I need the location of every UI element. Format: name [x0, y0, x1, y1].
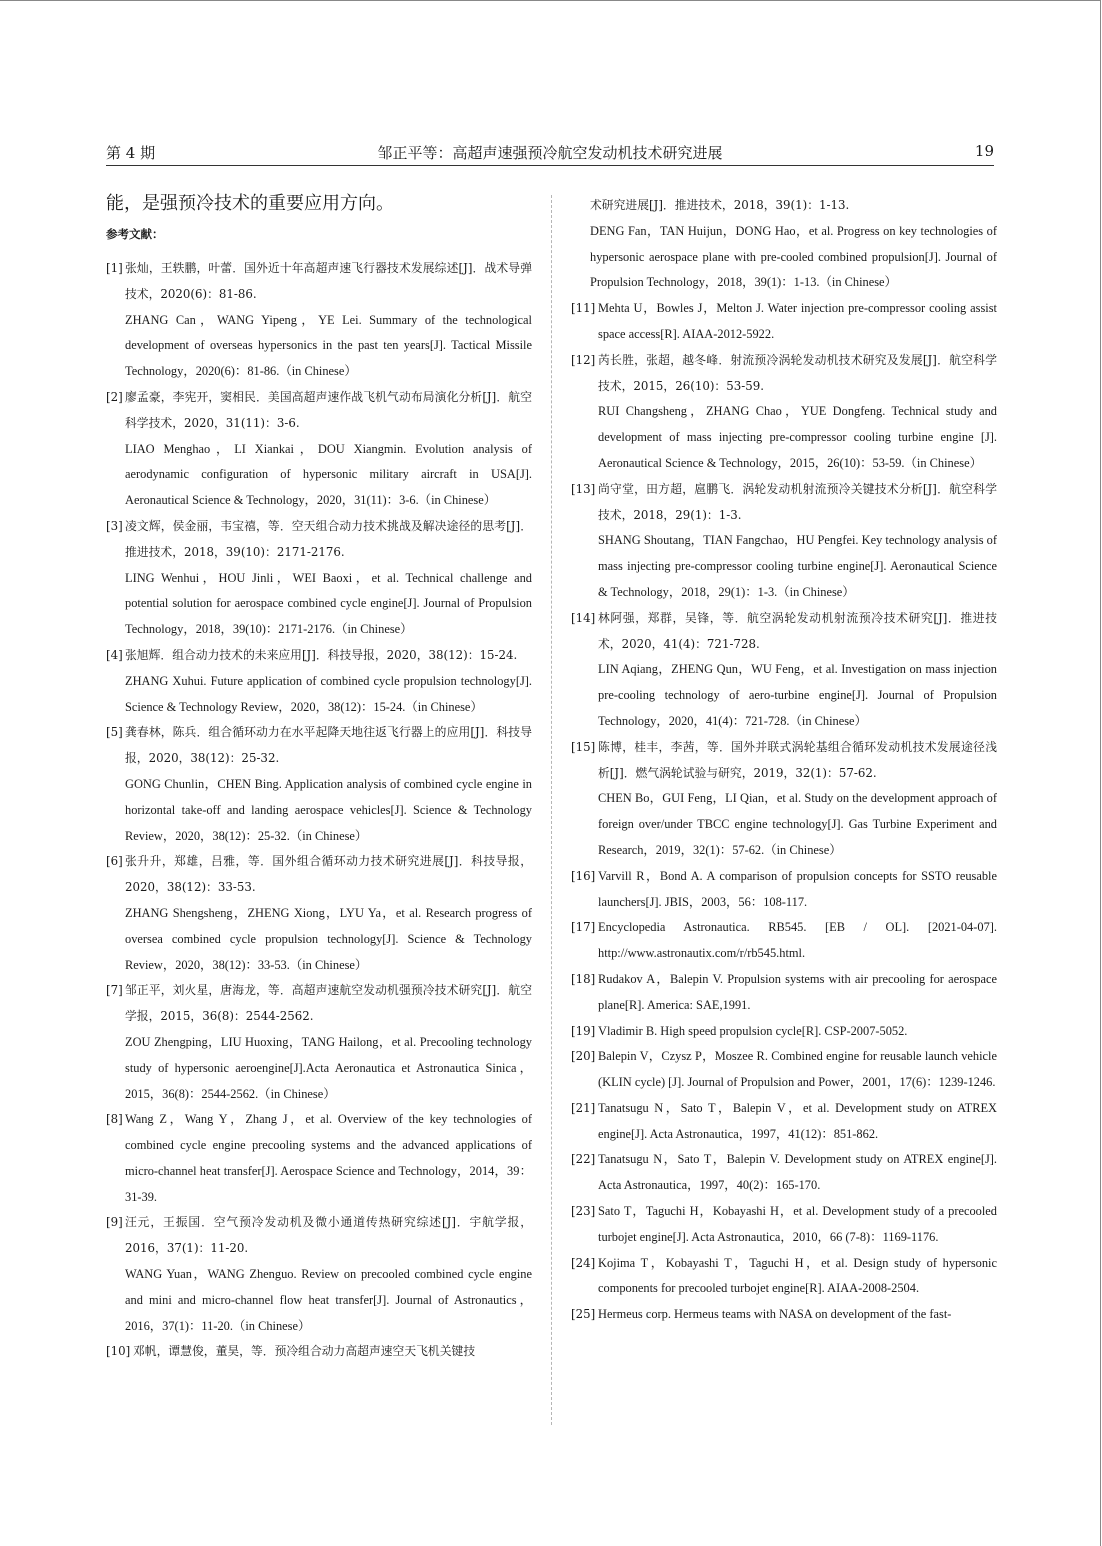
reference-en-text: SHANG Shoutang，TIAN Fangchao，HU Pengfei. Key technology analysis of mass injecting pre-compressor cooling turbine engine[J]. Aeronautical Science & Technology，2018，29(1)：1-3.（in Chinese）: [598, 533, 997, 599]
right-reference-list: [571, 193, 997, 1328]
reference-number: [4]: [106, 647, 123, 662]
reference-body: [125, 643, 532, 720]
reference-en-text: Wang Z，Wang Y，Zhang J，et al. Overview of the key technologies of combined cycle engine precooling systems and the advanced applications of micro-channel heat transfer[J]. Aerospace Science and Technology，2014，39：31-39.: [125, 1112, 532, 1204]
reference-number: [19]: [571, 1023, 596, 1038]
reference-body: [133, 1339, 532, 1365]
reference-number: [3]: [106, 518, 123, 533]
reference-number: [20]: [571, 1049, 596, 1064]
reference-body: [598, 1096, 997, 1148]
reference-en-text: CHEN Bo，GUI Feng，LI Qian，et al. Study on the development approach of foreign over/under TBCC engine technology[J]. Gas Turbine Experiment and Research，2019，32(1)：57-62.（in Chinese）: [598, 791, 997, 857]
reference-item: [571, 1302, 997, 1328]
reference-cn-text: 尚守堂，田方超，扈鹏飞．涡轮发动机射流预冷关键技术分析[J]．航空科学技术，2018，29(1)：1-3.: [598, 481, 997, 522]
reference-number: [11]: [571, 301, 596, 316]
issue-number: 第 4 期: [106, 144, 156, 162]
reference-item: [106, 1107, 532, 1210]
reference-cn-text: 邓帆，谭慧俊，董昊，等．预冷组合动力高超声速空天飞机关键技: [133, 1344, 476, 1359]
reference-number: [13]: [571, 481, 596, 496]
reference-cn-text: 张灿，王轶鹏，叶蕾．国外近十年高超声速飞行器技术发展综述[J]．战术导弹技术，2020(6)：81-86.: [125, 261, 532, 301]
reference-item: [571, 1044, 997, 1096]
reference-body: [125, 1107, 532, 1210]
reference-number: [7]: [106, 983, 123, 998]
reference-en-text: Balepin V，Czysz P，Moszee R. Combined engine for reusable launch vehicle (KLIN cycle) [J]. Journal of Propulsion and Power，2001，17(6)：1239-1246.: [598, 1049, 997, 1090]
reference-body: [125, 385, 532, 514]
reference-cn-text: 张升升，郑雄，吕雅，等．国外组合循环动力技术研究进展[J]．科技导报，2020，38(12)：33-53.: [125, 854, 532, 895]
reference-en-text: Mehta U，Bowles J，Melton J. Water injection pre-compressor cooling assist space access[R]. AIAA-2012-5922.: [598, 301, 997, 341]
reference-en-text: DENG Fan，TAN Huijun，DONG Hao，et al. Progress on key technologies of hypersonic aerospace plane with pre-cooled combined propulsion[J]. Journal of Propulsion Technology，2018，39(1)：1-13.（in Chinese）: [590, 223, 997, 290]
reference-body: [125, 720, 532, 849]
reference-number: [6]: [106, 854, 123, 869]
reference-en-text: Tanatsugu N，Sato T，Balepin V. Development study on ATREX engine[J]. Acta Astronautica，1997，40(2)：165-170.: [598, 1152, 997, 1193]
reference-cn-text: 汪元，王振国．空气预冷发动机及微小通道传热研究综述[J]．宇航学报，2016，37(1)：11-20.: [125, 1215, 532, 1256]
reference-cn-text: 陈博，桂丰，李茜，等．国外并联式涡轮基组合循环发动机技术发展途径浅析[J]．燃气涡轮试验与研究，2019，32(1)：57-62.: [598, 739, 997, 780]
reference-body: [598, 1199, 997, 1251]
reference-item: [571, 967, 997, 1019]
reference-cn-text: 邹正平，刘火星，唐海龙，等．高超声速航空发动机强预冷技术研究[J]．航空学报，2015，36(8)：2544-2562.: [125, 983, 532, 1024]
reference-en-text: RUI Changsheng，ZHANG Chao，YUE Dongfeng. Technical study and development of mass injecting pre-compressor cooling turbine engine [J]. Aeronautical Science & Technology，2015，26(10)：53-59.（in Chinese）: [598, 404, 997, 470]
reference-item: [571, 1096, 997, 1148]
reference-cn-text: 龚春林，陈兵．组合循环动力在水平起降天地往返飞行器上的应用[J]．科技导报，2020，38(12)：25-32.: [125, 725, 532, 766]
reference-body: [598, 915, 997, 967]
reference-en-text: LIN Aqiang，ZHENG Qun，WU Feng，et al. Investigation on mass injection pre-cooling technology of aero-turbine engine[J]. Journal of Propulsion Technology，2020，41(4)：721-728.（in Chinese）: [598, 662, 997, 728]
reference-item: [571, 1199, 997, 1251]
reference-item: [571, 296, 997, 348]
reference-item: [571, 864, 997, 916]
right-column: [571, 193, 997, 1328]
reference-item: [106, 256, 532, 385]
reference-body: [125, 849, 532, 978]
reference-body: [125, 256, 532, 385]
reference-number: [25]: [571, 1307, 596, 1322]
reference-body: [598, 735, 997, 864]
reference-item: [571, 477, 997, 606]
reference-en-text: LING Wenhui，HOU Jinli，WEI Baoxi，et al. Technical challenge and potential solution for aerospace combined cycle engine[J]. Journal of Propulsion Technology，2018，39(10)：2171-2176.（in Chinese）: [125, 570, 532, 637]
reference-number: [1]: [106, 261, 123, 275]
reference-en-text: Sato T，Taguchi H，Kobayashi H，et al. Development study of a precooled turbojet engine[J]. Acta Astronautica，2010，66 (7-8)：1169-1176.: [598, 1204, 997, 1244]
left-reference-list: [106, 256, 532, 1365]
intro-text: 能，是强预冷技术的重要应用方向。: [106, 193, 394, 214]
reference-number: [5]: [106, 725, 123, 740]
column-divider: [551, 195, 552, 1425]
reference-item: [571, 348, 997, 477]
reference-item: [571, 735, 997, 864]
reference-body: [598, 606, 997, 735]
reference-en-text: ZHANG Xuhui. Future application of combined cycle propulsion technology[J]. Science & Technology Review，2020，38(12)：15-24.（in Chinese）: [125, 673, 532, 714]
reference-number: [16]: [571, 868, 596, 883]
reference-cn-text: 林阿强，郑群，吴锋，等．航空涡轮发动机射流预冷技术研究[J]．推进技术，2020，41(4)：721-728.: [598, 610, 997, 651]
reference-number: [571, 193, 590, 296]
page-right-border: [1100, 0, 1101, 1546]
reference-number: [9]: [106, 1215, 123, 1230]
reference-en-text: LIAO Menghao，LI Xiankai，DOU Xiangmin. Evolution analysis of aerodynamic configuration of hypersonic military aircraft in USA[J]. Aeronautical Science & Technology，2020，31(11)：3-6.（in Chinese）: [125, 441, 532, 508]
reference-number: [22]: [571, 1152, 596, 1167]
reference-en-text: ZHANG Shengsheng，ZHENG Xiong，LYU Ya，et al. Research progress of oversea combined cycle propulsion technology[J]. Science & Technology Review，2020，38(12)：33-53.（in Chinese）: [125, 905, 532, 972]
running-title: 邹正平等：高超声速强预冷航空发动机技术研究进展: [377, 144, 723, 162]
reference-item: [106, 1210, 532, 1339]
reference-number: [10]: [106, 1344, 131, 1359]
reference-item: [571, 1147, 997, 1199]
page-number: 19: [974, 142, 994, 160]
reference-body: [598, 477, 997, 606]
reference-body: [598, 1147, 997, 1199]
reference-number: [17]: [571, 920, 596, 935]
left-column: [106, 190, 532, 1365]
reference-en-text: Encyclopedia Astronautica. RB545. [EB / OL]. [2021-04-07]. http://www.astronautix.com/r/rb545.html.: [598, 920, 997, 961]
reference-number: [2]: [106, 389, 123, 404]
reference-body: [590, 193, 997, 296]
reference-item: [106, 720, 532, 849]
reference-item: [106, 978, 532, 1107]
reference-item: [106, 1339, 532, 1365]
reference-number: [24]: [571, 1255, 596, 1270]
running-header: [106, 142, 994, 164]
reference-item: [106, 385, 532, 514]
reference-en-text: GONG Chunlin，CHEN Bing. Application analysis of combined cycle engine in horizontal take-off and landing aerospace vehicles[J]. Science & Technology Review，2020，38(12)：25-32.（in Chinese）: [125, 776, 532, 843]
reference-number: [8]: [106, 1112, 123, 1127]
reference-en-text: Vladimir B. High speed propulsion cycle[R]. CSP-2007-5052.: [598, 1023, 908, 1038]
reference-en-text: Tanatsugu N，Sato T，Balepin V，et al. Development study on ATREX engine[J]. Acta Astronautica，1997，41(12)：851-862.: [598, 1100, 997, 1141]
reference-number: [21]: [571, 1100, 596, 1115]
reference-en-text: Varvill R，Bond A. A comparison of propulsion concepts for SSTO reusable launchers[J]. JBIS，2003，56：108-117.: [598, 868, 997, 909]
reference-number: [15]: [571, 739, 596, 754]
reference-body: [598, 1302, 997, 1328]
reference-body: [598, 348, 997, 477]
reference-item: [571, 606, 997, 735]
references-heading: 参考文献：: [106, 227, 164, 241]
reference-en-text: WANG Yuan，WANG Zhenguo. Review on precooled combined cycle engine and mini and micro-channel flow heat transfer[J]. Journal of Astronautics，2016，37(1)：11-20.（in Chinese）: [125, 1267, 532, 1333]
reference-number: [23]: [571, 1204, 596, 1219]
reference-item: [571, 1251, 997, 1303]
reference-en-text: Kojima T，Kobayashi T，Taguchi H，et al. Design study of hypersonic components for precooled turbojet engine[R]. AIAA-2008-2504.: [598, 1255, 997, 1296]
reference-body: [125, 514, 532, 643]
reference-body: [125, 1210, 532, 1339]
reference-body: [598, 1019, 997, 1045]
reference-en-text: ZHANG Can，WANG Yipeng，YE Lei. Summary of the technological development of overseas hypersonics in the past ten years[J]. Tactical Missile Technology，2020(6)：81-86.（in Chinese）: [125, 312, 532, 379]
reference-body: [598, 1251, 997, 1303]
reference-cn-text: 芮长胜，张超，越冬峰．射流预冷涡轮发动机技术研究及发展[J]．航空科学技术，2015，26(10)：53-59.: [598, 352, 997, 393]
reference-number: [12]: [571, 352, 596, 367]
reference-body: [598, 864, 997, 916]
reference-item: [571, 193, 997, 296]
reference-item: [571, 915, 997, 967]
reference-number: [18]: [571, 971, 596, 986]
reference-item: [106, 643, 532, 720]
reference-item: [106, 514, 532, 643]
reference-number: [14]: [571, 610, 596, 625]
reference-body: [598, 1044, 997, 1096]
reference-cn-text: 张旭辉．组合动力技术的未来应用[J]．科技导报，2020，38(12)：15-24.: [125, 647, 518, 662]
reference-cn-text: 凌文辉，侯金丽，韦宝禧，等．空天组合动力技术挑战及解决途径的思考[J]．推进技术，2018，39(10)：2171-2176.: [125, 518, 532, 559]
reference-body: [598, 967, 997, 1019]
reference-item: [571, 1019, 997, 1045]
reference-en-text: Hermeus corp. Hermeus teams with NASA on development of the fast-: [598, 1307, 952, 1322]
header-rule: [106, 165, 994, 166]
reference-body: [125, 978, 532, 1107]
page-top-border: [0, 0, 1100, 1]
reference-cn-text: 廖孟豪，李宪开，窦相民．美国高超声速作战飞机气动布局演化分析[J]．航空科学技术，2020，31(11)：3-6.: [125, 389, 532, 430]
reference-body: [598, 296, 997, 348]
reference-item: [106, 849, 532, 978]
reference-en-text: Rudakov A，Balepin V. Propulsion systems with air precooling for aerospace plane[R]. America: SAE,1991.: [598, 971, 997, 1012]
reference-cn-text: 术研究进展[J]．推进技术，2018，39(1)：1-13.: [590, 198, 850, 212]
reference-en-text: ZOU Zhengping，LIU Huoxing，TANG Hailong，et al. Precooling technology study of hypersonic aeroengine[J].Acta Aeronautica et Astronautica Sinica，2015，36(8)：2544-2562.（in Chinese）: [125, 1034, 532, 1101]
